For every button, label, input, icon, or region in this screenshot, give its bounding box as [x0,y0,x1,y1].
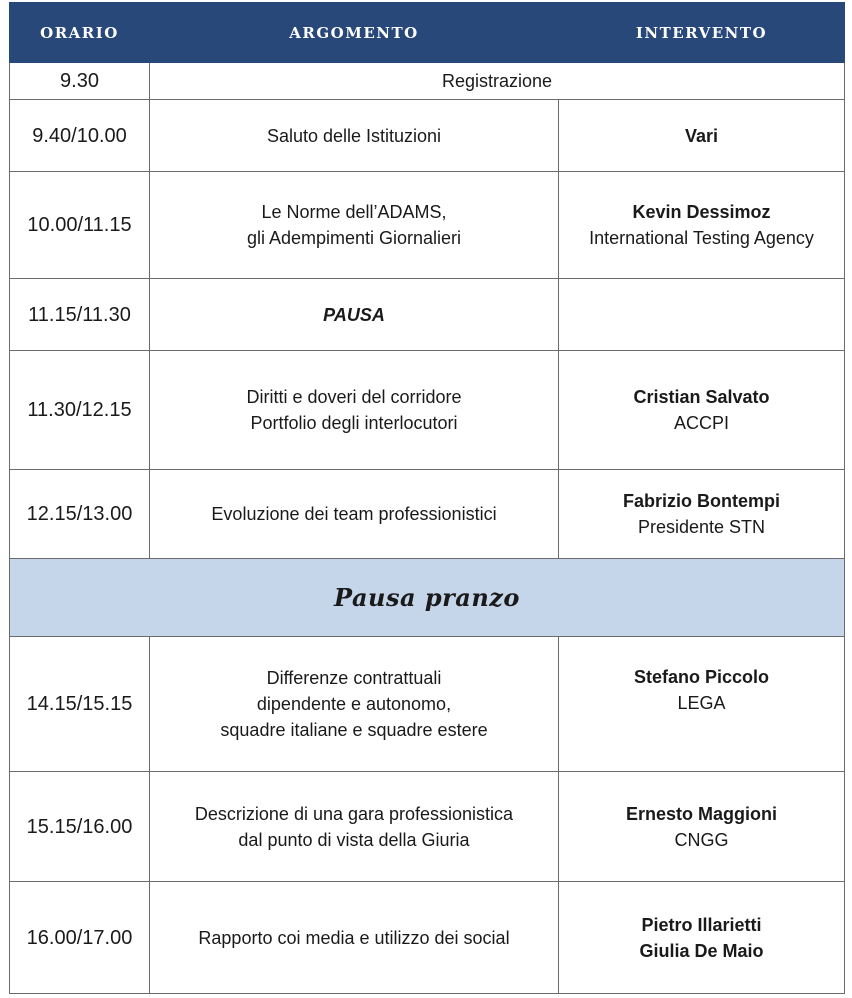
time-cell: 11.15/11.30 [10,279,150,351]
table-row [10,470,845,559]
table-row [10,279,845,351]
break-label: PAUSA [323,304,385,325]
schedule-table [9,2,845,994]
topic-cell [150,172,559,279]
lunch-break-label: Pausa pranzo [10,559,845,637]
topic-line: Descrizione di una gara professionistica [194,803,514,824]
speaker-cell [559,279,845,351]
speaker-org: LEGA [677,693,726,713]
topic-line: dipendente e autonomo, [256,694,452,714]
speaker-org: International Testing Agency [589,228,814,248]
header-row [10,3,845,63]
table-row [10,772,845,882]
speaker-cell [559,351,845,470]
topic-line: dal punto di vista della Giuria [238,829,470,850]
topic-cell [150,470,559,559]
speaker-name: Fabrizio Bontempi [623,491,780,511]
topic-line: Evoluzione dei team professionistici [211,504,497,524]
speaker-cell [559,100,845,172]
lunch-break-row [10,559,845,637]
speaker-name: Cristian Salvato [633,387,770,407]
table-row [10,882,845,994]
time-cell: 16.00/17.00 [10,882,150,994]
topic-line: Diritti e doveri del corridore [246,387,462,407]
topic-cell [150,772,559,882]
topic-line: Le Norme dell’ADAMS, [261,202,447,222]
time-cell: 14.15/15.15 [10,637,150,772]
speaker-cell [559,470,845,559]
speaker-name: Pietro Illarietti [641,914,762,935]
topic-cell [150,637,559,772]
table-row [10,63,845,100]
header-time: ORARIO [10,3,150,63]
topic-cell [150,882,559,994]
speaker-cell [559,172,845,279]
table-row [10,637,845,772]
topic-cell [150,279,559,351]
speaker-cell [559,882,845,994]
table-row [10,172,845,279]
time-cell: 12.15/13.00 [10,470,150,559]
header-topic: ARGOMENTO [150,3,559,63]
speaker-name: Stefano Piccolo [633,667,770,687]
speaker-cell [559,637,845,772]
speaker-name: Giulia De Maio [639,940,764,961]
time-cell: 9.40/10.00 [10,100,150,172]
table-row [10,351,845,470]
speaker-org: ACCPI [673,413,729,433]
speaker-cell [559,772,845,882]
topic-cell [150,100,559,172]
time-cell: 9.30 [10,63,150,100]
time-cell: 10.00/11.15 [10,172,150,279]
topic-cell: Registrazione [150,63,845,100]
table-row [10,100,845,172]
time-cell: 11.30/12.15 [10,351,150,470]
speaker-name: Vari [684,125,719,146]
speaker-org: Presidente STN [637,517,766,537]
time-cell: 15.15/16.00 [10,772,150,882]
topic-line: Differenze contrattuali [266,668,442,688]
topic-line: gli Adempimenti Giornalieri [246,228,462,248]
topic-line: squadre italiane e squadre estere [220,720,488,740]
topic-line: Portfolio degli interlocutori [250,413,458,433]
speaker-name: Ernesto Maggioni [625,803,777,824]
topic-line: Rapporto coi media e utilizzo dei social [198,927,510,948]
speaker-org: CNGG [674,829,729,850]
speaker-name: Kevin Dessimoz [632,202,771,222]
header-speaker: INTERVENTO [559,3,845,63]
topic-line: Saluto delle Istituzioni [266,125,442,146]
topic-cell [150,351,559,470]
